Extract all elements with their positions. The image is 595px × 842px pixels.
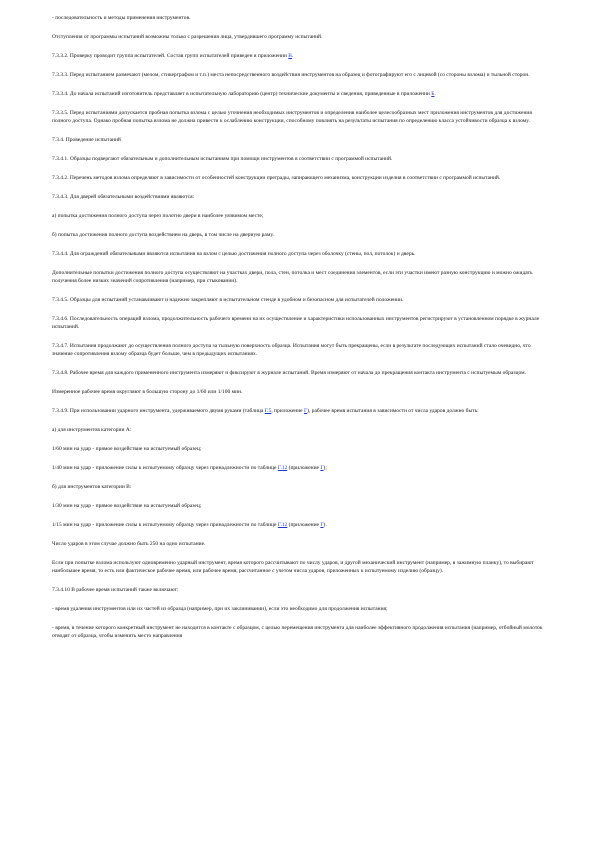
paragraph	[52, 521, 545, 529]
paragraph-text: (приложение	[287, 465, 321, 471]
paragraph-text: - время удаления инструментов или их частей из образца (например, при их заклинивании), если это необходимо для продолжения испытания;	[52, 606, 388, 612]
paragraph	[52, 445, 545, 453]
paragraph-text: 7.3.4.6. Последовательность операций взлома, продолжительность рабочего времени на их осуществление и характеристики использованных инструментов регистрируют в установленном порядке в журнале испытаний.	[52, 316, 540, 330]
paragraph-text: 7.3.4.1. Образцы подвергают обязательным и дополнительным испытаниям при помощи инструментов в соответствии с программой испытаний.	[52, 156, 393, 162]
paragraph-text: а) для инструментов категории А:	[52, 427, 132, 433]
paragraph	[52, 407, 545, 415]
paragraph	[52, 250, 545, 258]
paragraph-text: Дополнительные попытки достижения полного доступа осуществляют на участках двери, пола, стен, потолка и мест соединения элементов, если эти участки имеют разную конструкцию и можно ожидать получения более низких значений сопротивления (например, при стыковании).	[52, 270, 533, 284]
paragraph	[52, 231, 545, 239]
paragraph-text: (приложение	[287, 522, 321, 528]
paragraph-text: .	[434, 91, 436, 97]
paragraph-text: 7.3.4. Проведение испытаний	[52, 137, 121, 143]
paragraph-text: 7.3.3.5. Перед испытаниями допускается пробная попытка взлома с целью уточнения необходимых инструментов и определения наиболее целесообразных мест приложения инструментов для достижения полного доступа. Однако пробная попытка взлома не должна привести к ослаблению конструкции, способному повлиять на результаты испытания по определению класса устойчивости образца к взлому.	[52, 110, 532, 124]
paragraph-text: 7.3.4.5. Образцы для испытаний устанавливают и надежно закрепляют в испытательном стенде в удобном и безопасном для испытателей положении.	[52, 297, 404, 303]
paragraph	[52, 193, 545, 201]
paragraph	[52, 269, 545, 285]
paragraph-text: б) попытка достижения полного доступа воздействием на дверь, в том числе на дверную раму.	[52, 232, 274, 238]
paragraph	[52, 109, 545, 125]
paragraph-text: 1/30 мин на удар - прямое воздействие на испытуемый образец;	[52, 503, 202, 509]
paragraph	[52, 90, 545, 98]
paragraph-text: 1/15 мин на удар - приложение силы к испытуемому образцу через принадлежности по таблице	[52, 522, 278, 528]
paragraph-text: 7.3.4.3. Для дверей обязательными воздействиями являются:	[52, 194, 195, 200]
reference-link[interactable]: Г	[320, 522, 324, 528]
paragraph-text: 7.3.4.9. При использовании ударного инструмента, удерживаемого двумя руками (таблица	[52, 408, 265, 414]
paragraph	[52, 483, 545, 491]
paragraph-text: 7.3.4.2. Перечень методов взлома определяют в зависимости от особенностей конструкции преграды, запирающего механизма, конструкции изделия в соответствии с программой испытаний.	[52, 175, 501, 181]
paragraph	[52, 33, 545, 41]
reference-link[interactable]: В	[288, 53, 292, 59]
paragraph-text: ).	[323, 522, 327, 528]
paragraph-text: - последовательность и методы применения инструментов.	[52, 15, 191, 21]
paragraph-text: 7.3.4.8. Рабочее время для каждого примененного инструмента измеряют и фиксируют в журнале испытаний. Время измеряют от начала до прекращения контакта инструмента с испытуемым образцом.	[52, 370, 526, 376]
paragraph-text: Отступления от программы испытаний возможны только с разрешения лица, утвердившего программу испытаний.	[52, 34, 323, 40]
paragraph	[52, 369, 545, 377]
paragraph	[52, 315, 545, 331]
reference-link[interactable]: Г.12	[277, 522, 288, 528]
paragraph-text: , приложение	[271, 408, 304, 414]
paragraph	[52, 586, 545, 594]
paragraph-text: - время, в течение которого конкретный инструмент не находится в контакте с образцом, с целью перемещения инструмента для наиболее эффективного продолжения испытания (например, отбойный молоток отводят от образца, чтобы изменить место направления	[52, 625, 543, 639]
paragraph-text: 7.3.3.2. Проверку проводит группа испытателей. Состав групп испытателей приведен в приложении	[52, 53, 289, 59]
paragraph	[52, 464, 545, 472]
paragraph-text: );	[323, 465, 327, 471]
paragraph	[52, 212, 545, 220]
reference-link[interactable]: Г.12	[277, 465, 288, 471]
paragraph	[52, 605, 545, 613]
paragraph	[52, 426, 545, 434]
paragraph-text: 1/40 мин на удар - приложение силы к испытуемому образцу через принадлежности по таблице	[52, 465, 278, 471]
paragraph-text: 7.3.3.3. Перед испытанием размечают (мелом, стикерграфом и т.п.) места непосредственного воздействия инструментов на образец и фотографируют его с лицевой (со стороны взлома) и тыльной сторон.	[52, 72, 530, 78]
paragraph	[52, 540, 545, 548]
paragraph-text: Число ударов в этом случае должно быть 250 на одно испытание.	[52, 541, 206, 547]
paragraph-text: Если при попытке взлома используют одновременно ударный инструмент, время которого рассчитывают по числу ударов, и другой механический инструмент (например, в зажимную планку), то выбирают наибольшее время, то есть или фактическое рабочее время, или рабочее время, рассчитанное с учетом числа ударов, приложенных к испытуемому изделию (образцу).	[52, 560, 534, 574]
paragraph-text: 1/60 мин на удар - прямое воздействие на испытуемый образец;	[52, 446, 202, 452]
paragraph	[52, 71, 545, 79]
paragraph	[52, 14, 545, 22]
paragraph	[52, 502, 545, 510]
paragraph	[52, 136, 545, 144]
paragraph-text: 7.3.4.10 В рабочее время испытаний также включают:	[52, 587, 179, 593]
paragraph	[52, 296, 545, 304]
reference-link[interactable]: Г	[320, 465, 324, 471]
paragraph	[52, 342, 545, 358]
paragraph-text: а) попытка достижения полного доступа через полотно двери в наиболее уязвимом месте;	[52, 213, 264, 219]
paragraph-text: 7.3.3.4. До начала испытаний изготовитель представляет в испытательную лабораторию (центр) технические документы и сведения, приведенные в приложении	[52, 91, 432, 97]
paragraph	[52, 52, 545, 60]
paragraph-text: Измеренное рабочее время округляют в большую сторону до 1/60 или 1/100 мин.	[52, 389, 243, 395]
paragraph-text: 7.3.4.7. Испытания продолжают до осуществления полного доступа за тыльную поверхность образца. Испытания могут быть прекращены, если в результате последующих испытаний стало очевидно, что значение сопротивления взлому образца будет больше, чем в предыдущих испытаниях.	[52, 343, 531, 357]
paragraph	[52, 155, 545, 163]
paragraph	[52, 624, 545, 640]
paragraph	[52, 174, 545, 182]
reference-link[interactable]: Г.5	[264, 408, 272, 414]
paragraph	[52, 388, 545, 396]
paragraph-text: .	[291, 53, 294, 59]
paragraph-text: 7.3.4.4. Для ограждений обязательными являются испытания на взлом с целью достижения полного доступа через оболочку (стены, пол, потолок) и дверь.	[52, 251, 416, 257]
reference-link[interactable]: Г	[303, 408, 308, 414]
reference-link[interactable]: Б	[431, 91, 435, 97]
paragraph-text: ), рабочее время испытания в зависимости от числа ударов должно быть:	[307, 408, 479, 414]
paragraph-text: б) для инструментов категории В:	[52, 484, 132, 490]
paragraph	[52, 559, 545, 575]
